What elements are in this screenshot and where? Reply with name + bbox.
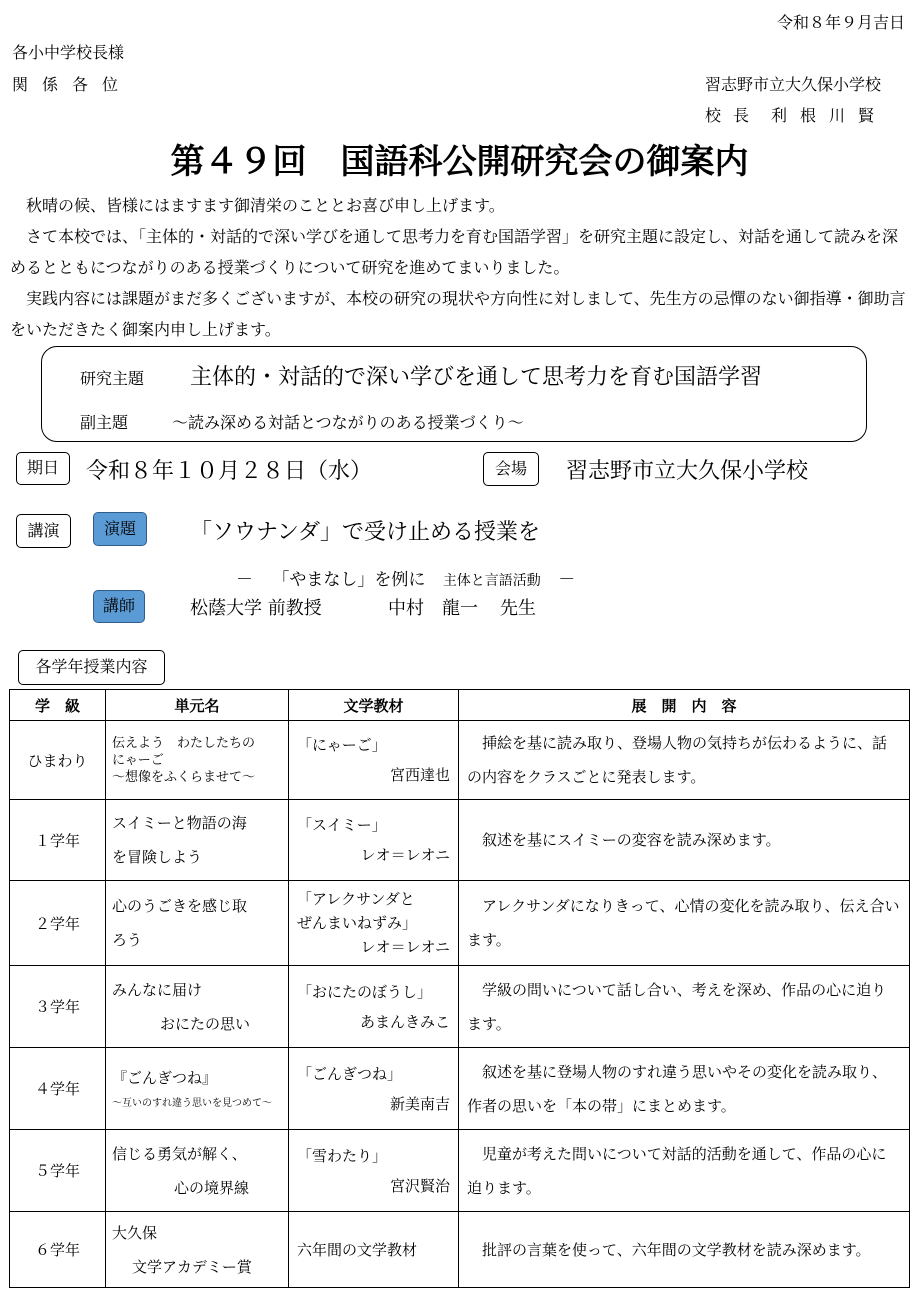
recipient-principals: 各小中学校長様 (12, 43, 125, 62)
theme-value: 主体的・対話的で深い学びを通して思考力を育む国語学習 (190, 365, 763, 390)
development-text: 批評の言葉を使って、六年間の文学教材を読み深めます。 (482, 1240, 871, 1259)
lecturer-affiliation: 松蔭大学 前教授 (190, 598, 322, 619)
material-cell (289, 881, 459, 966)
subtheme-value: ～読み深める対話とつながりのある授業づくり～ (172, 413, 524, 432)
issue-date: 令和８年９月吉日 (776, 13, 905, 32)
table-row (10, 1130, 910, 1212)
lecture-topic-line2 (236, 565, 575, 590)
material-title: 「にゃーご」 (297, 736, 387, 754)
venue-tag: 会場 (483, 452, 539, 486)
development-text: アレクサンダになりきって、心情の変化を読み取り、伝え合います。 (467, 897, 900, 949)
unit-line: にゃーご (112, 752, 164, 768)
grade-cell: １学年 (10, 800, 106, 881)
col-grade: 学 級 (10, 690, 106, 721)
material-title: 「おにたのぼうし」 (297, 982, 433, 1001)
topic-dash-left: － (236, 570, 253, 590)
material-author: あまんきみこ (359, 1012, 450, 1031)
sender-name: 利根川賢 (771, 106, 888, 125)
unit-line: おにたの思い (160, 1014, 251, 1033)
col-development: 展 開 内 容 (459, 690, 910, 721)
development-cell (459, 966, 910, 1048)
table-row (10, 966, 910, 1048)
grade-cell: ３学年 (10, 966, 106, 1048)
unit-line: 心のうごきを感じ取 (112, 897, 248, 915)
lecturer-name: 中村 龍一 (388, 598, 478, 619)
table-row (10, 800, 910, 881)
lecturer-honorific: 先生 (500, 598, 536, 619)
unit-line: 『ごんぎつね』 (112, 1068, 218, 1087)
unit-line: 信じる勇気が解く、 (112, 1144, 247, 1163)
grade-schedule-table (9, 689, 910, 1288)
material-cell (289, 966, 459, 1048)
material-title: 「スイミー」 (297, 816, 387, 834)
material-cell (289, 1130, 459, 1212)
development-cell (459, 800, 910, 881)
material-title: 「雪わたり」 (297, 1146, 388, 1165)
lecturer-tag: 講師 (93, 590, 145, 623)
grade-cell: ひまわり (10, 721, 106, 800)
unit-line: みんなに届け (112, 980, 203, 999)
development-text: 叙述を基にスイミーの変容を読み深めます。 (482, 831, 781, 849)
development-cell (459, 721, 910, 800)
material-author: 宮沢賢治 (389, 1176, 450, 1195)
unit-line: ～互いのすれ違う思いを見つめて～ (112, 1097, 272, 1109)
subtheme-label: 副主題 (80, 413, 129, 432)
unit-line: 伝えよう わたしたちの (112, 735, 256, 751)
unit-line: を冒険しよう (112, 848, 203, 866)
topic-dash-right: － (558, 570, 576, 590)
table-row (10, 881, 910, 966)
sender-signature (705, 103, 887, 126)
grade-section-tag: 各学年授業内容 (18, 650, 165, 685)
grade-cell: ２学年 (10, 881, 106, 966)
material-author: 新美南吉 (389, 1094, 450, 1113)
sender-role: 校長 (705, 106, 762, 125)
material-title: 「ごんぎつね」 (297, 1064, 403, 1083)
unit-line: 心の境界線 (174, 1178, 250, 1197)
development-cell (459, 1048, 910, 1130)
development-cell (459, 881, 910, 966)
development-cell (459, 1212, 910, 1288)
intro-paragraph-3: 実践内容には課題がまだ多くございますが、本校の研究の現状や方向性に対しまして、先生方の忌憚のない御指導・御助言をいただきたく御案内申し上げます。 (10, 289, 906, 339)
material-title: 「アレクサンダと (297, 890, 415, 908)
development-text: 学級の問いについて話し合い、考えを深め、作品の心に迫ります。 (467, 980, 887, 1033)
intro-paragraph-1: 秋晴の候、皆様にはますます御清栄のこととお喜び申し上げます。 (26, 196, 505, 215)
development-cell (459, 1130, 910, 1212)
unit-line: 文学アカデミー賞 (132, 1257, 252, 1276)
material-cell (289, 800, 459, 881)
topic-subtitle: 主体と言語活動 (442, 573, 541, 589)
topic-tag: 演題 (93, 512, 147, 546)
grade-cell: ６学年 (10, 1212, 106, 1288)
event-venue: 習志野市立大久保小学校 (566, 459, 809, 484)
col-unit: 単元名 (106, 690, 289, 721)
unit-cell (106, 800, 289, 881)
grade-cell: ４学年 (10, 1048, 106, 1130)
unit-cell (106, 881, 289, 966)
unit-cell (106, 1048, 289, 1130)
recipient-all: 関係各位 (12, 75, 133, 94)
date-tag: 期日 (16, 452, 70, 485)
intro-paragraph-2: さて本校では、「主体的・対話的で深い学びを通して思考力を育む国語学習」を研究主題に設定し、対話を通して読みを深めるとともにつながりのある授業づくりについて研究を進めてまいりました。 (10, 227, 899, 277)
material-title-cont: ぜんまいねずみ」 (297, 914, 418, 932)
table-row (10, 721, 910, 800)
development-text: 挿絵を基に読み取り、登場人物の気持ちが伝わるように、話の内容をクラスごとに発表します。 (467, 734, 888, 786)
unit-cell (106, 966, 289, 1048)
lecture-tag: 講演 (16, 514, 71, 548)
unit-cell (106, 1130, 289, 1212)
document-title: 第４９回 国語科公開研究会の御案内 (170, 142, 749, 182)
theme-label: 研究主題 (80, 369, 145, 388)
unit-line: スイミーと物語の海 (112, 814, 247, 832)
unit-cell (106, 1212, 289, 1288)
lecture-topic-line1: 「ソウナンダ」で受け止める授業を (190, 520, 541, 545)
topic-example: 「やまなし」を例に (272, 570, 426, 590)
material-title: 六年間の文学教材 (297, 1240, 418, 1259)
unit-line: ろう (112, 931, 143, 949)
unit-line: 大久保 (112, 1223, 158, 1242)
material-author: 宮西達也 (389, 766, 450, 784)
sender-school: 習志野市立大久保小学校 (705, 75, 882, 94)
table-row (10, 1048, 910, 1130)
table-row (10, 1212, 910, 1288)
material-cell (289, 1048, 459, 1130)
unit-cell (106, 721, 289, 800)
material-author: レオ＝レオニ (360, 938, 450, 956)
col-material: 文学教材 (289, 690, 459, 721)
material-author: レオ＝レオニ (360, 846, 450, 864)
development-text: 児童が考えた問いについて対話的活動を通して、作品の心に迫ります。 (467, 1144, 887, 1197)
development-text: 叙述を基に登場人物のすれ違う思いやその変化を読み取り、作者の思いを「本の帯」にまとめます。 (467, 1062, 888, 1115)
intro-text (10, 190, 910, 345)
table-header-row (10, 690, 910, 721)
unit-line: ～想像をふくらませて～ (112, 769, 256, 785)
material-cell (289, 721, 459, 800)
material-cell (289, 1212, 459, 1288)
event-date: 令和８年１０月２８日（水） (86, 459, 373, 484)
grade-cell: ５学年 (10, 1130, 106, 1212)
